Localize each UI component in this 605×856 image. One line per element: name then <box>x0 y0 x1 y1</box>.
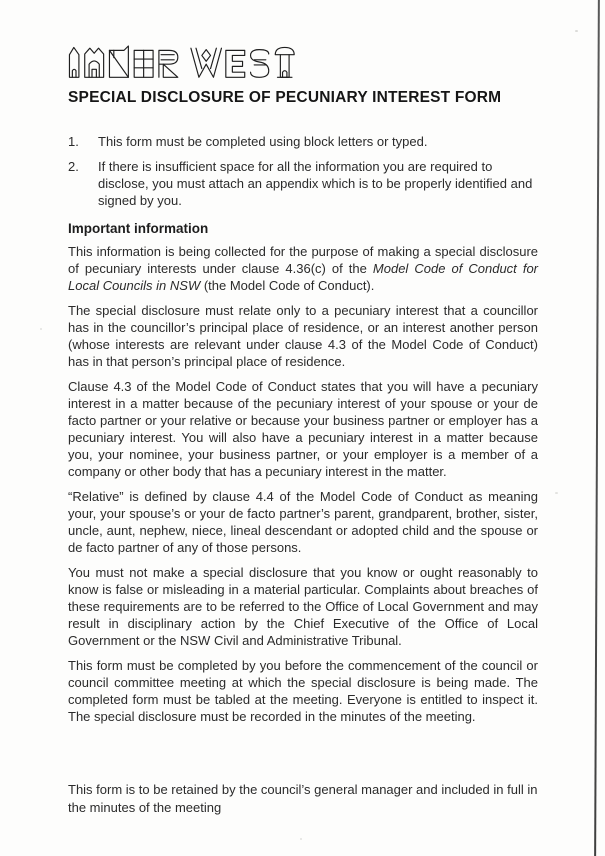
info-paragraph-3: Clause 4.3 of the Model Code of Conduct states that you will have a pecuniary interest in a matter because of the pecuniary interest of your spouse or your de facto partner or your relative or because your business partner or employer has a pecuniary interest. You will also have a pecuniary interest in a matter because you, your nominee, your business partner, or your employer is a member of a company or other body that has a pecuniary interest in the matter. <box>68 379 538 479</box>
scan-speck <box>300 838 302 840</box>
info-paragraph-5: You must not make a special disclosure that you know or ought reasonably to know is false or misleading in a material particular. Complaints about breaches of these requirements are to be referred to the Office of Local Government and may result in disciplinary action by the Chief Executive of the Office of Local Government or the NSW Civil and Administrative Tribunal. <box>68 565 538 648</box>
page-content <box>68 45 538 733</box>
scan-speck <box>575 30 578 32</box>
scan-speck <box>40 328 42 330</box>
inner-west-logo <box>68 45 308 79</box>
instruction-item-2 <box>68 158 538 209</box>
info-paragraph-1 <box>68 243 538 294</box>
instruction-list <box>68 133 538 209</box>
paragraph-text: (the Model Code of Conduct). <box>200 278 375 293</box>
retention-note: This form is to be retained by the council’s general manager and included in full in the minutes of the meeting <box>68 782 538 815</box>
instruction-item-1 <box>68 133 538 150</box>
info-paragraph-6: This form must be completed by you before the commencement of the council or council committee meeting at which the special disclosure is being made. The completed form must be tabled at the meeting. Everyone is entitled to inspect it. The special disclosure must be recorded in the minutes of the meeting. <box>68 658 538 724</box>
paragraph-text: This information is being collected for the purpose of making a special disclosure of pecuniary interests under clause 4.36(c) of the <box>68 244 538 276</box>
scan-edge-artifact <box>594 0 600 856</box>
info-paragraph-4: “Relative” is defined by clause 4.4 of the Model Code of Conduct as meaning your, your spouse’s or your de facto partner’s parent, grandparent, brother, sister, uncle, aunt, nephew, niece, lineal descendant or adopted child and the spouse or de facto partner of any of those persons. <box>68 489 538 555</box>
important-information-heading: Important information <box>68 221 209 236</box>
info-paragraph-2: The special disclosure must relate only to a pecuniary interest that a councillor has in the councillor’s principal place of residence, or an interest another person (whose interests are relevant under clause 4.3 of the Model Code of Conduct) has in that person’s principal place of residence. <box>68 303 538 369</box>
instruction-text: If there is insufficient space for all the information you are required to disclose, you must attach an appendix which is to be properly identified and signed by you. <box>98 159 533 208</box>
scan-speck <box>420 140 422 142</box>
italic-citation: Model Code of Conduct for Local Councils in NSW <box>68 261 539 293</box>
instruction-number: 2. <box>68 159 79 174</box>
scan-speck <box>555 492 558 494</box>
page-title: SPECIAL DISCLOSURE OF PECUNIARY INTEREST FORM <box>68 89 502 106</box>
instruction-number: 1. <box>68 134 79 149</box>
instruction-text: This form must be completed using block letters or typed. <box>98 134 428 149</box>
